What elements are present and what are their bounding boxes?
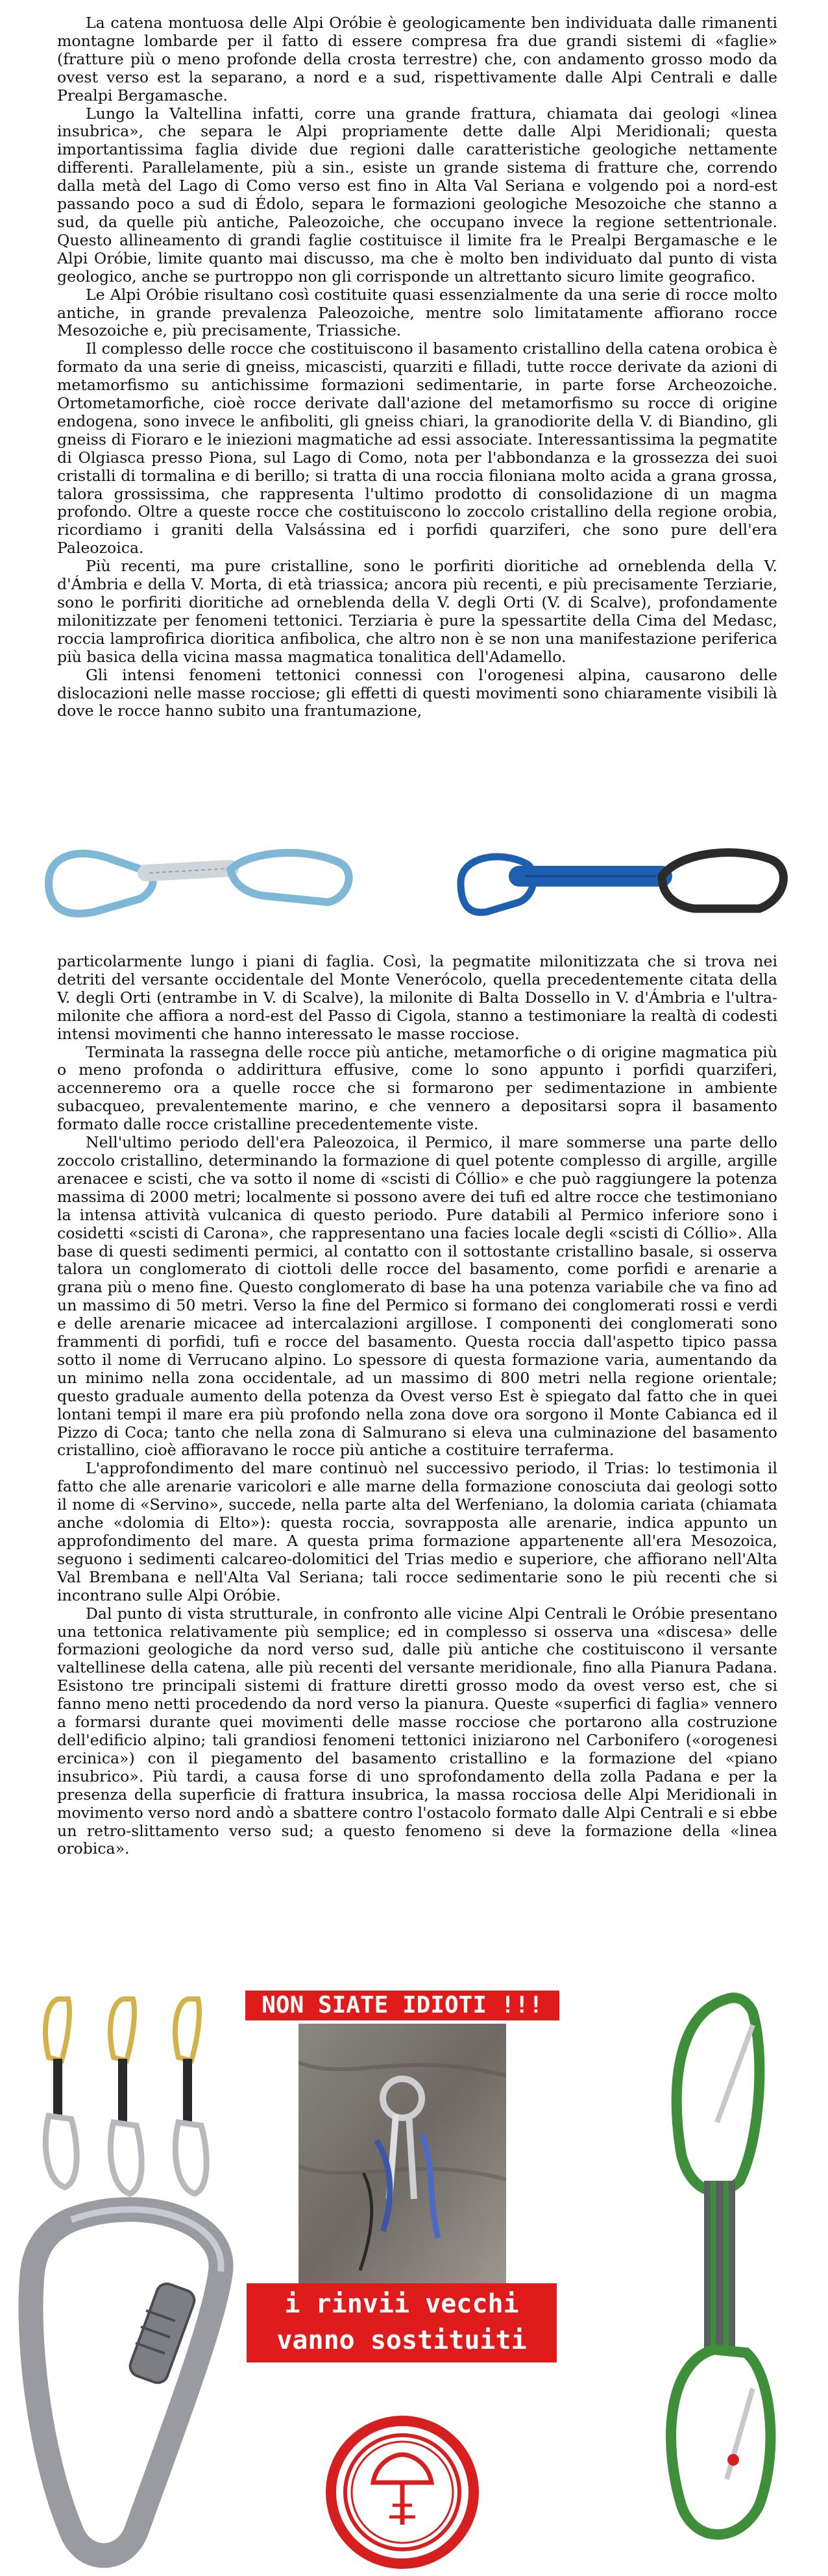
paragraph: Lungo la Valtellina infatti, corre una grande frattura, chiamata dai geologi «linea insubrica», che separa le Alpi propriamente dette dalle Alpi Meridionali; questa importantissima faglia divide due regioni dalle caratteristiche geologiche nettamente differenti. Parallelamente, più a sin., esiste un grande sistema di fratture che, correndo dalla metà del Lago di Como verso est fino in Alta Val Seriana e volgendo poi a nord-est passando poco a sud di Édolo, separa le formazioni geologiche Mesozoiche che stanno a sud, da quelle più antiche, Paleozoiche, che occupano invece la regione settentrionale. Questo allineamento di grandi faglie costituisce il limite fra le Prealpi Bergamasche e le Alpi Oróbie, limite quanto mai discusso, ma che è molto ben individuato dal punto di vista geologico, anche se purtroppo non gli corrisponde un altrettanto sicuro limite geografico. — [57, 104, 777, 286]
warning-banner-top: NON SIATE IDIOTI !!! — [245, 1991, 559, 2020]
paragraph: Le Alpi Oróbie risultano così costituite quasi essenzialmente da una serie di rocce molto antiche, in grande prevalenza Paleozoiche, mentre solo limitatamente affiorano rocce Mesozoiche e, più precisamente, Triassiche. — [57, 285, 777, 340]
paragraph: Terminata la rassegna delle rocce più antiche, metamorfiche o di origine magmatica più o meno profonda o addirittura effusive, come lo sono appunto i porfidi quarziferi, accenneremo ora a quelle rocce che si formarono per sedimentazione in ambiente subacqueo, prevalentemente marino, e che vennero a depositarsi sopra il basamento formato dalle rocce cristalline precedentemente viste. — [57, 1042, 777, 1134]
green-quickdraw-icon — [655, 1986, 811, 2557]
quickdraw-light-blue-icon — [36, 837, 360, 922]
club-logo-icon — [295, 2401, 509, 2573]
gold-quickdraws-icon — [32, 1986, 240, 2220]
paragraph: Dal punto di vista strutturale, in confronto alle vicine Alpi Centrali le Oróbie presentano una tettonica relativamente più semplice; ed in complesso si osserva una «discesa» delle formazioni geologiche da nord verso sud, dalle più antiche che costituiscono il versante valtellinese della catena, alle più recenti del versante meridionale, fino alla Pianura Padana. Esistono tre principali sistemi di fratture diretti grosso modo da ovest verso est, che si fanno meno netti procedendo da nord verso la pianura. Queste «superfici di faglia» vennero a formarsi durante quei movimenti delle masse rocciose che portarono alla costruzione dell'edificio alpino; tali grandiosi fenomeni tettonici iniziarono nel Carbonifero («orogenesi ercinica») con il piegamento del basamento cristallino e la formazione del «piano insubrico». Più tardi, a causa forse di uno sprofondamento della zolla Padana e per la presenza della superficie di frattura insubrica, la massa rocciosa delle Alpi Meridionali in movimento verso nord andò a sbattere contro l'ostacolo formato dalle Alpi Centrali e si ebbe un retro-slittamento verso sud; a questo fenomeno si deve la formazione della «linea orobica». — [57, 1604, 777, 1858]
quickdraw-blue-sling-icon — [448, 837, 798, 928]
paragraph: particolarmente lungo i piani di faglia. Così, la pegmatite milonitizzata che si trova nei detriti del versante occidentale del Monte Venerócolo, quella precedentemente citata della V. degli Orti (entrambe in V. di Scalve), la milonite di Balta Dossello in V. d'Ámbria e l'ultra-milonite che affiora a nord-est del Passo di Cigola, stanno a testimoniare la realtà di codesti intensi movimenti che hanno interessato le masse rocciose. — [57, 952, 777, 1043]
screwgate-carabiner-icon — [13, 2194, 247, 2570]
paragraph: Nell'ultimo periodo dell'era Paleozoica, il Permico, il mare sommerse una parte dello zoccolo cristallino, determinando la formazione di quel potente complesso di argille, argille arenacee e scisti, che va sotto il nome di «scisti di Cóllio» e che può raggiungere la potenza massima di 2000 metri; localmente si possono avere dei tufi ed altre rocce che testimoniano la intensa attività vulcanica di questo periodo. Pure databili al Permico inferiore sono i cosidetti «scisti di Carona», che rappresentano una facies locale degli «scisti di Cóllio». Alla base di questi sedimenti permici, al contatto con il sottostante cristallino basale, si osserva talora un conglomerato di ciottoli delle rocce del basamento, come porfidi e arenarie a grana più o meno fine. Questo conglomerato di base ha una potenza variabile che va fino ad un massimo di 50 metri. Verso la fine del Permico si formano dei conglomerati rossi e verdi e delle arenarie micacee ad intercalazioni argillose. I componenti dei conglomerati sono frammenti di porfidi, tufi e rocce del basamento. Questa roccia dall'aspetto tipico passa sotto il nome di Verrucano alpino. Lo spessore di questa formazione varia, aumentando da un minimo nella zona occidentale, ad un massimo di 800 metri nella regione orientale; questo graduale aumento della potenza da Ovest verso Est è spiegato dal fatto che in quei lontani tempi il mare era più profondo nella zona dove ora sorgono il Monte Cabianca ed il Pizzo di Coca; tanto che nella zona di Salmurano si eleva una culminazione del basamento cristallino, cioè affioravano le rocce più antiche a costituire terraferma. — [57, 1133, 777, 1460]
worn-quickdraw-photo — [298, 2024, 506, 2283]
text-block-bottom — [57, 953, 777, 1858]
warning-banner-bottom — [247, 2283, 557, 2362]
banner-line: i rinvii vecchi — [284, 2289, 519, 2319]
text-block-top — [57, 14, 777, 720]
paragraph: Il complesso delle rocce che costituiscono il basamento cristallino della catena orobica è formato da una serie di gneiss, micascisti, quarziti e filladi, tutte rocce derivate da azioni di metamorfismo su antichissime formazioni sedimentarie, in parte forse Archeozoiche. Ortometamorfiche, cioè rocce derivate dall'azione del metamorfismo su rocce di origine endogena, sono invece le anfiboliti, gli gneiss chiari, la granodiorite della V. di Biandino, gli gneiss di Fioraro e le iniezioni magmatiche ad essi associate. Interessantissima la pegmatite di Olgiasca presso Piona, sul Lago di Como, nota per l'abbondanza e la grossezza dei suoi cristalli di tormalina e di berillo; si tratta di una roccia filoniana molto acida a grana grossa, talora grossissima, che rappresenta l'ultimo prodotto di consolidazione di un magma profondo. Oltre a queste rocce che costituiscono lo zoccolo cristallino della regione orobia, ricordiamo i graniti della Valsássina ed i porfidi quarziferi, che sono pure dell'era Paleozoica. — [57, 339, 777, 558]
paragraph: L'approfondimento del mare continuò nel successivo periodo, il Trias: lo testimonia il fatto che alle arenarie varicolori e alle marne della formazione conosciuta dai geologi sotto il nome di «Servino», succede, nella parte alta del Werfeniano, la dolomia cariata (chiamata anche «dolomia di Elto»): questa roccia, sovrapposta alle arenarie, indica appunto un approfondimento del mare. A questa prima formazione appartenente all'era Mesozoica, seguono i sedimenti calcareo-dolomitici del Trias medio e superiore, che affiorano nell'Alta Val Brembana e nell'Alta Val Seriana; tali rocce sedimentarie sono le più recenti che si incontrano sulle Alpi Oróbie. — [57, 1459, 777, 1604]
paragraph: La catena montuosa delle Alpi Oróbie è geologicamente ben individuata dalle rimanenti montagne lombarde per il fatto di essere compresa fra due grandi sistemi di «faglie» (fratture più o meno profonde della crosta terrestre) che, con andamento grosso modo da ovest verso est la separano, a nord e a sud, rispettivamente dalle Alpi Centrali e dalle Prealpi Bergamasche. — [57, 14, 777, 104]
paragraph: Più recenti, ma pure cristalline, sono le porfiriti dioritiche ad orneblenda della V. d'Ámbria e della V. Morta, di età triassica; ancora più recenti, e più precisamente Terziarie, sono le porfiriti dioritiche ad orneblenda della V. degli Orti (V. di Scalve), profondamente milonitizzate per fenomeni tettonici. Terziaria è pure la spessartite della Cima del Medasc, roccia lamprofirica dioritica anfibolica, che altro non è se non una manifestazione periferica più basica della vicina massa magmatica tonalitica dell'Adamello. — [57, 557, 777, 666]
paragraph: Gli intensi fenomeni tettonici connessi con l'orogenesi alpina, causarono delle dislocazioni nelle masse rocciose; gli effetti di questi movimenti sono chiaramente visibili là dove le rocce hanno subito una frantumazione, — [57, 665, 777, 720]
banner-line: vanno sostituiti — [276, 2325, 527, 2355]
